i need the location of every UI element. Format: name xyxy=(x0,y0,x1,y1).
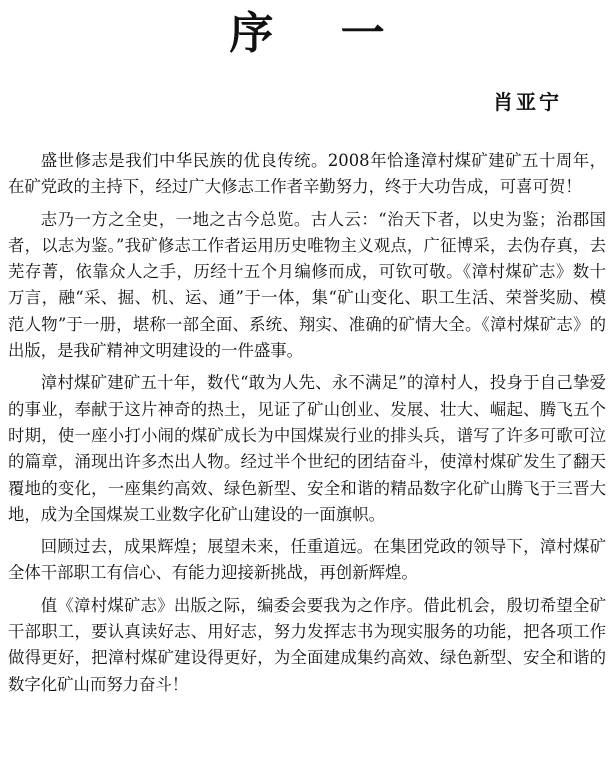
page-title: 序 一 xyxy=(229,8,411,59)
author-name: 肖亚宁 xyxy=(493,90,562,114)
document-body xyxy=(8,148,606,704)
paragraph-1: 盛世修志是我们中华民族的优良传统。2008年恰逢漳村煤矿建矿五十周年，在矿党政的主持下，经过广大修志工作者辛勤努力，终于大功告成，可喜可贺！ xyxy=(8,151,606,197)
paragraph-3: 漳村煤矿建矿五十年，数代“敢为人先、永不满足”的漳村人，投身于自己挚爱的事业，奉献于这片神奇的热土，见证了矿山创业、发展、壮大、崛起、腾飞五个时期，使一座小打小闹的煤矿成长为中国煤炭行业的排头兵，谱写了许多可歌可泣的篇章，涌现出许多杰出人物。经过半个世纪的团结奋斗，使漳村煤矿发生了翻天覆地的变化，一座集约高效、绿色新型、安全和谐的精品数字化矿山腾飞于三晋大地，成为全国煤炭工业数字化矿山建设的一面旗帜。 xyxy=(8,373,606,524)
paragraph-5: 值《漳村煤矿志》出版之际，编委会要我为之作序。借此机会，殷切希望全矿干部职工，要认真读好志、用好志，努力发挥志书为现实服务的功能，把各项工作做得更好，把漳村煤矿建设得更好，为全面建成集约高效、绿色新型、安全和谐的数字化矿山而努力奋斗！ xyxy=(8,595,606,694)
paragraph-2: 志乃一方之全史，一地之古今总览。古人云：“治天下者，以史为鉴；治郡国者，以志为鉴。”我矿修志工作者运用历史唯物主义观点，广征博采，去伪存真，去芜存菁，依靠众人之手，历经十五个月编修而成，可钦可敬。《漳村煤矿志》数十万言，融“采、掘、机、运、通”于一体，集“矿山变化、职工生活、荣誉奖励、模范人物”于一册，堪称一部全面、系统、翔实、准确的矿情大全。《漳村煤矿志》的出版，是我矿精神文明建设的一件盛事。 xyxy=(8,209,606,361)
paragraph-4: 回顾过去，成果辉煌；展望未来，任重道远。在集团党政的领导下，漳村煤矿全体干部职工有信心、有能力迎接新挑战，再创新辉煌。 xyxy=(8,537,606,583)
